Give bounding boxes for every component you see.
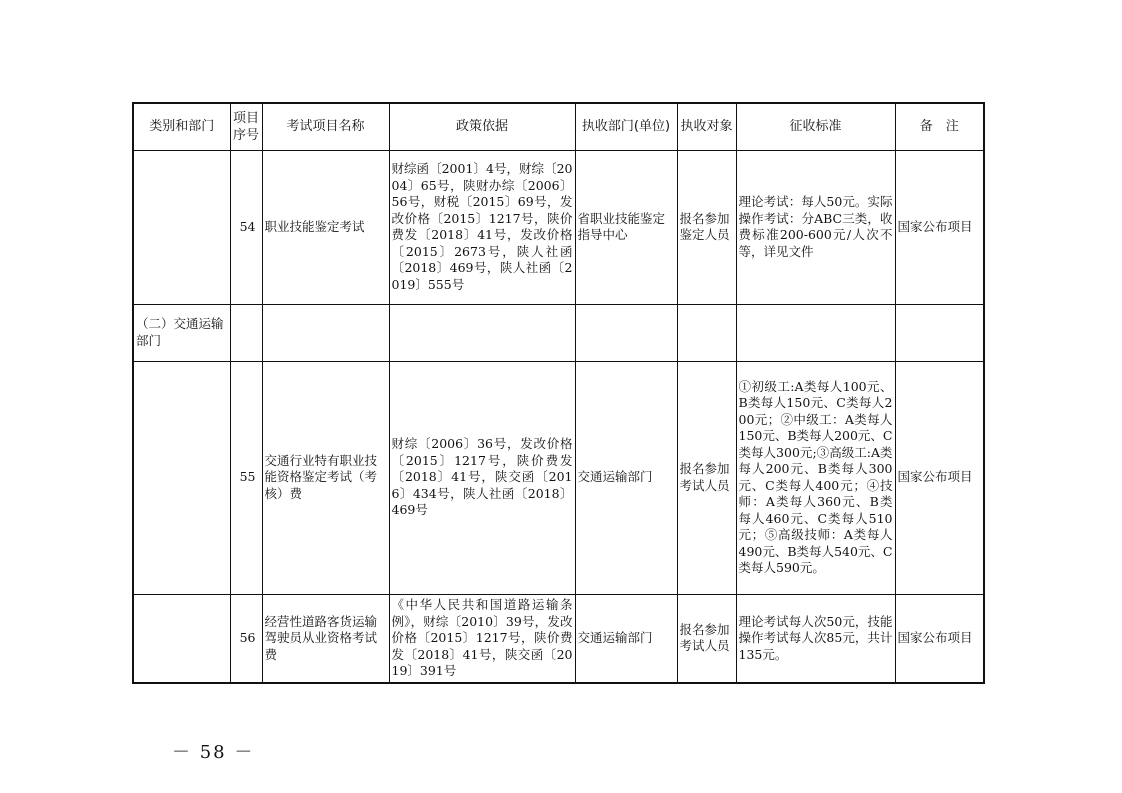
cell-seq — [230, 304, 262, 361]
table-row — [133, 150, 984, 304]
cell-dept — [575, 304, 677, 361]
cell-name — [262, 304, 389, 361]
section-title: （二）交通运输部门 — [133, 304, 230, 361]
cell-basis: 《中华人民共和国道路运输条例》，财综〔2010〕39号，发改价格〔2015〕1217号，陕价费发〔2018〕41号，陕交函〔2019〕391号 — [389, 594, 575, 683]
cell-standard: 理论考试每人次50元，技能操作考试每人次85元，共计135元。 — [736, 594, 895, 683]
cell-name: 交通行业特有职业技能资格鉴定考试（考核）费 — [262, 361, 389, 594]
cell-target — [677, 304, 736, 361]
cell-seq: 55 — [230, 361, 262, 594]
cell-note: 国家公布项目 — [895, 594, 984, 683]
header-note: 备 注 — [895, 103, 984, 150]
table-row — [133, 594, 984, 683]
cell-name: 经营性道路客货运输驾驶员从业资格考试费 — [262, 594, 389, 683]
header-target: 执收对象 — [677, 103, 736, 150]
page-number: － 58 － — [172, 742, 255, 763]
header-category: 类别和部门 — [133, 103, 230, 150]
cell-standard: 理论考试：每人50元。实际操作考试：分ABC三类，收费标准200-600元/人次不等，详见文件 — [736, 150, 895, 304]
section-row — [133, 304, 984, 361]
cell-dept: 交通运输部门 — [575, 594, 677, 683]
cell-seq: 54 — [230, 150, 262, 304]
cell-basis — [389, 304, 575, 361]
fee-table — [132, 102, 985, 684]
cell-name: 职业技能鉴定考试 — [262, 150, 389, 304]
header-basis: 政策依据 — [389, 103, 575, 150]
cell-seq: 56 — [230, 594, 262, 683]
table-row — [133, 361, 984, 594]
header-dept: 执收部门(单位) — [575, 103, 677, 150]
cell-dept: 交通运输部门 — [575, 361, 677, 594]
cell-target: 报名参加考试人员 — [677, 361, 736, 594]
cell-target: 报名参加考试人员 — [677, 594, 736, 683]
cell-target: 报名参加鉴定人员 — [677, 150, 736, 304]
cell-dept: 省职业技能鉴定指导中心 — [575, 150, 677, 304]
cell-note: 国家公布项目 — [895, 150, 984, 304]
cell-standard: ①初级工:A类每人100元、B类每人150元、C类每人200元；②中级工：A类每人150元、B类每人200元、C类每人300元;③高级工:A类每人200元、B类每人300元、C类每人400元；④技师：A类每人360元、B类每人460元、C类每人510元；⑤高级技师：A类每人490元、B类每人540元、C类每人590元。 — [736, 361, 895, 594]
cell-note — [895, 304, 984, 361]
cell-standard — [736, 304, 895, 361]
header-standard: 征收标准 — [736, 103, 895, 150]
cell-note: 国家公布项目 — [895, 361, 984, 594]
header-name: 考试项目名称 — [262, 103, 389, 150]
cell-category — [133, 594, 230, 683]
header-seq: 项目序号 — [230, 103, 262, 150]
cell-category — [133, 150, 230, 304]
cell-category — [133, 361, 230, 594]
cell-basis: 财综〔2006〕36号，发改价格〔2015〕1217号，陕价费发〔2018〕41号，陕交函〔2016〕434号，陕人社函〔2018〕469号 — [389, 361, 575, 594]
cell-basis: 财综函〔2001〕4号，财综〔2004〕65号，陕财办综〔2006〕56号，财税〔2015〕69号，发改价格〔2015〕1217号，陕价费发〔2018〕41号，发改价格〔2015〕2673号，陕人社函〔2018〕469号，陕人社函〔2019〕555号 — [389, 150, 575, 304]
header-row — [133, 103, 984, 150]
